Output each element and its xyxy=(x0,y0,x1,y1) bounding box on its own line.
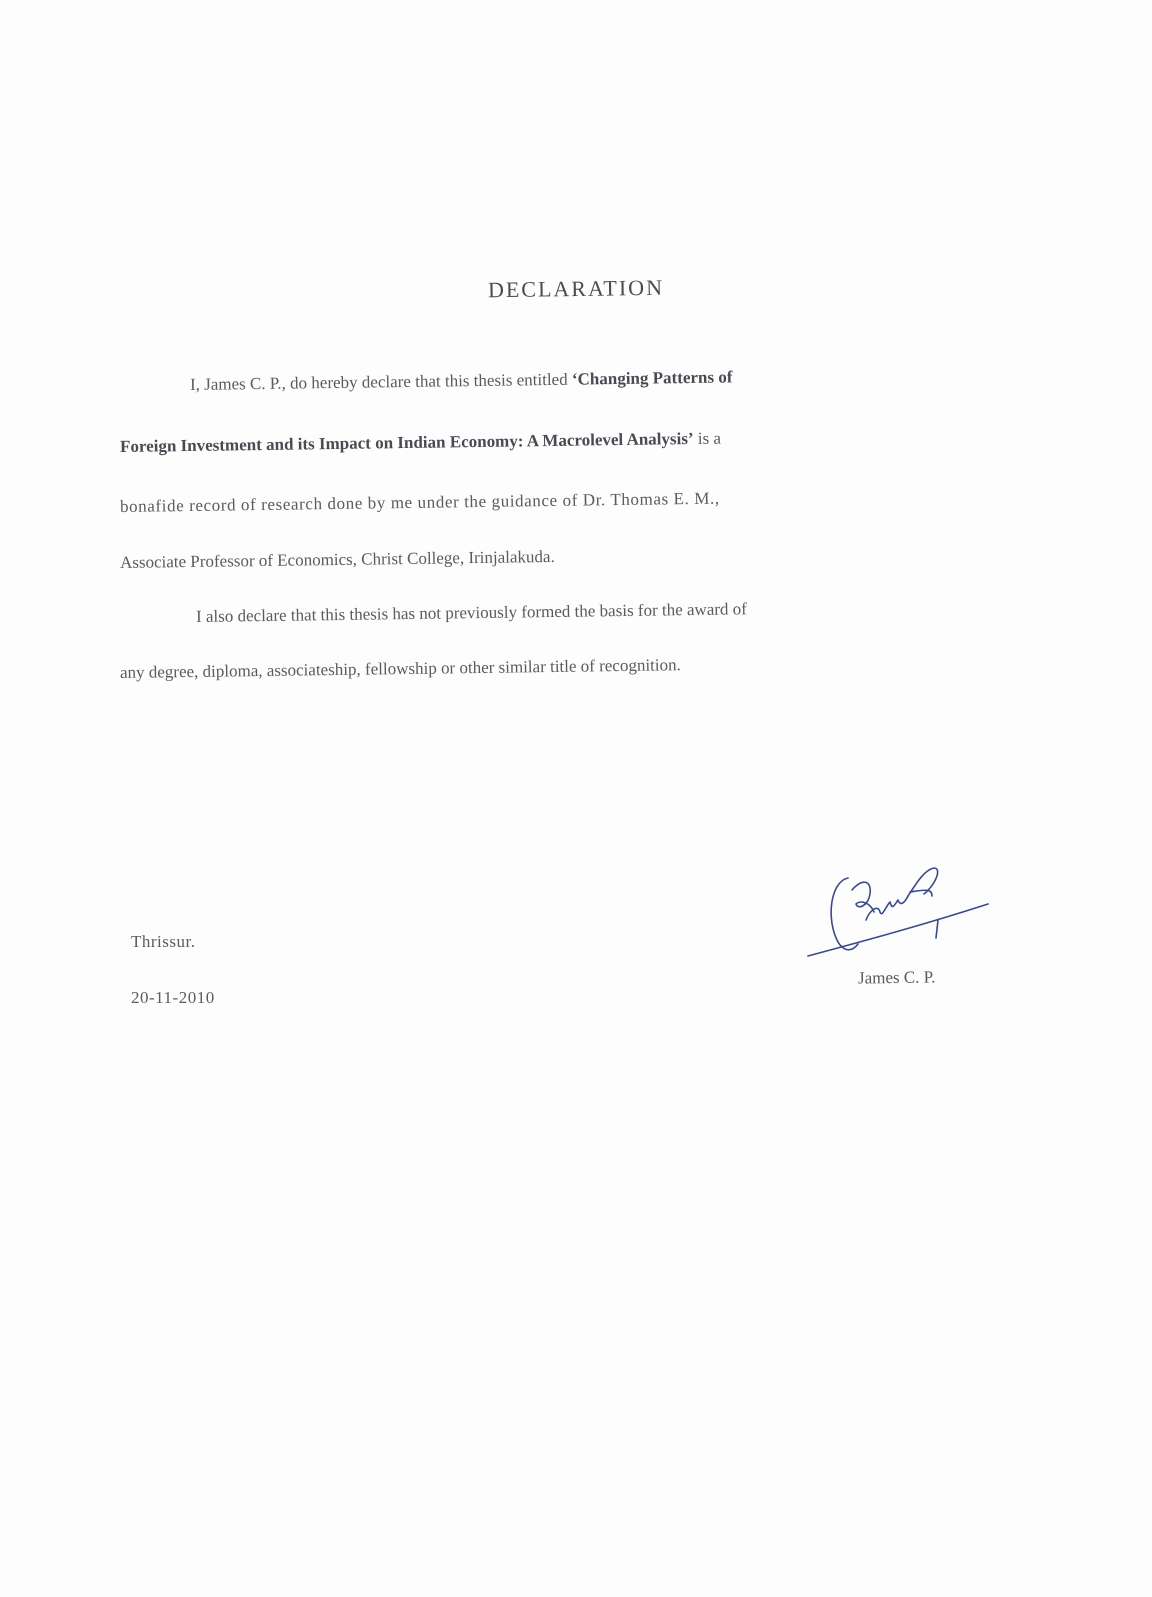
place-label: Thrissur. xyxy=(131,932,196,951)
para2-line2-text: any degree, diploma, associateship, fellowship or other similar title of recognition. xyxy=(119,655,681,682)
page-title: DECLARATION xyxy=(487,274,665,303)
para1-line2-text: is a xyxy=(693,428,722,448)
para1-line1-text: I, James C. P., do hereby declare that this thesis entitled xyxy=(189,369,573,394)
para1-line1 xyxy=(190,367,733,395)
para1-line3 xyxy=(120,485,988,517)
para1-line4-text: Associate Professor of Economics, Christ College, Irinjalakuda. xyxy=(119,546,555,572)
para2-line2 xyxy=(120,655,681,683)
para1-line3-text: bonafide record of research done by me under the guidance of Dr. Thomas E. M., xyxy=(119,488,720,516)
signature-icon xyxy=(800,860,1000,970)
para2-line1-text: I also declare that this thesis has not previously formed the basis for the award of xyxy=(195,599,748,626)
para1-line4 xyxy=(120,547,555,573)
date-label: 20-11-2010 xyxy=(131,988,215,1007)
para2-line1 xyxy=(196,599,747,627)
thesis-title-start: ‘Changing Patterns of xyxy=(571,367,733,389)
thesis-title-end: Foreign Investment and its Impact on Indian Economy: A Macrolevel Analysis’ xyxy=(119,428,694,456)
signer-name: James C. P. xyxy=(857,967,936,988)
para1-line2 xyxy=(120,429,721,457)
